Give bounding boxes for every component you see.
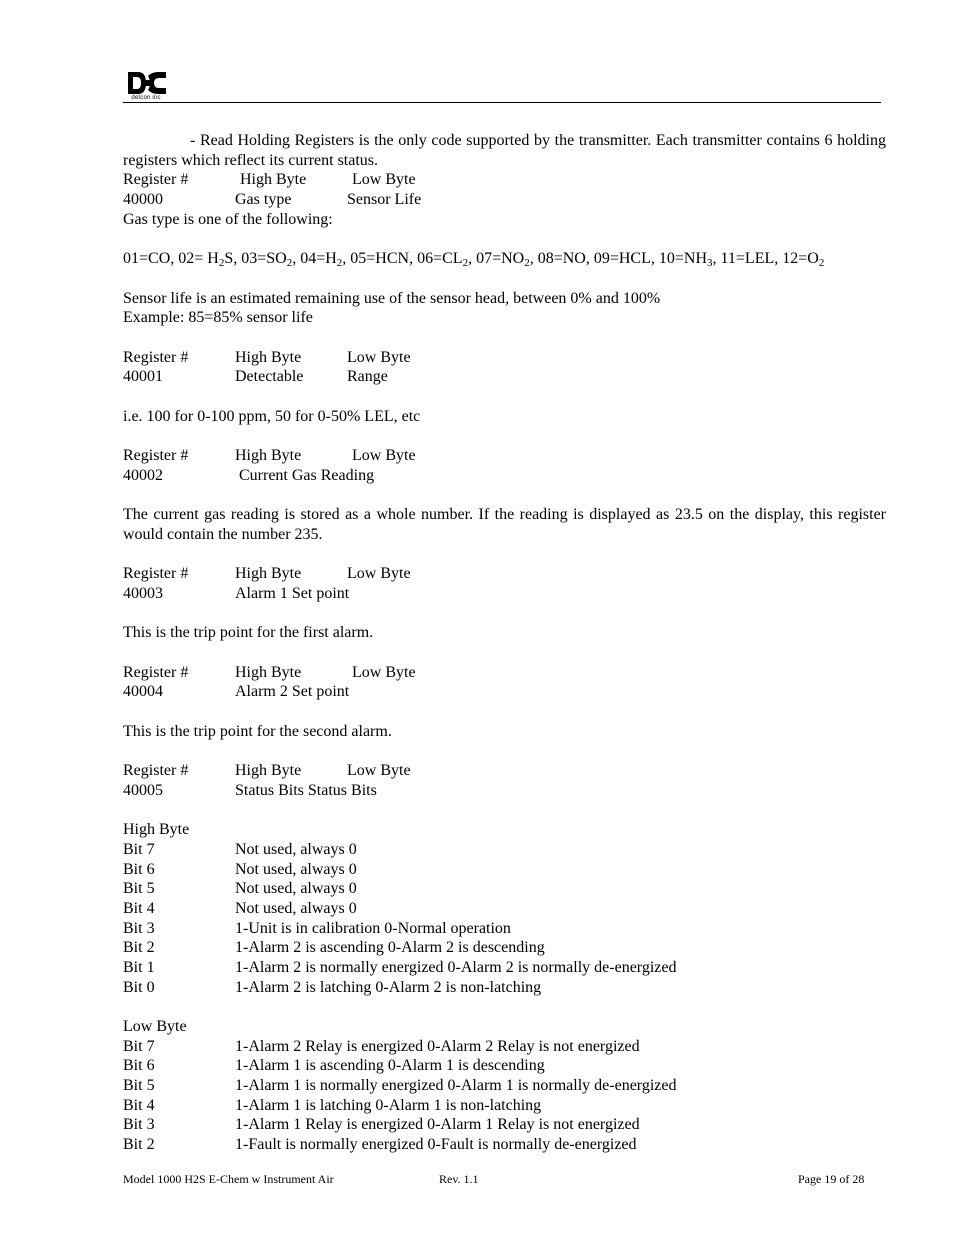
bit-number: Bit 7: [123, 840, 155, 858]
bit-row: [123, 1135, 886, 1155]
bit-row: [123, 1096, 886, 1116]
bit-row: [123, 958, 886, 978]
bit-row: [123, 1076, 886, 1096]
bit-number: Bit 4: [123, 1096, 155, 1114]
register-number: 40005: [123, 781, 163, 799]
col-low-byte: Low Byte: [352, 447, 416, 465]
logo-text: detcon inc: [131, 95, 161, 101]
register-number: 40004: [123, 683, 163, 701]
sensor-life-example: Example: 85=85% sensor life: [123, 309, 313, 327]
col-low-byte: Low Byte: [352, 171, 416, 189]
register-header-row: [123, 761, 886, 781]
low-byte-title: Low Byte: [123, 1018, 187, 1035]
bit-description: 1-Alarm 2 is latching 0-Alarm 2 is non-latching: [235, 978, 542, 996]
register-header-row: [123, 348, 886, 368]
register-high: Detectable: [235, 368, 304, 386]
col-high-byte: High Byte: [240, 171, 307, 189]
detcon-logo-icon: [124, 70, 168, 96]
bit-description: 1-Alarm 2 is ascending 0-Alarm 2 is descending: [235, 939, 545, 957]
bit-number: Bit 2: [123, 1136, 155, 1154]
bit-description: 1-Unit is in calibration 0-Normal operation: [235, 919, 511, 937]
col-low-byte: Low Byte: [347, 348, 411, 366]
register-header-row: [123, 446, 886, 466]
high-byte-title: High Byte: [123, 821, 190, 839]
register-row-40001: [123, 367, 886, 387]
bit-number: Bit 2: [123, 939, 155, 957]
register-note: This is the trip point for the first alarm.: [123, 624, 374, 642]
gas-type-intro: Gas type is one of the following:: [123, 210, 333, 228]
col-high-byte: High Byte: [235, 348, 302, 366]
register-number: 40002: [123, 466, 163, 484]
col-high-byte: High Byte: [235, 447, 302, 465]
bit-number: Bit 4: [123, 899, 155, 917]
header-rule: [123, 102, 881, 103]
high-byte-bit-list: [123, 840, 886, 998]
col-register: Register #: [123, 348, 189, 366]
col-high-byte: High Byte: [235, 663, 302, 681]
col-high-byte: High Byte: [235, 565, 302, 583]
bit-description: 1-Alarm 1 is ascending 0-Alarm 1 is descending: [235, 1057, 545, 1075]
intro-paragraph: - Read Holding Registers is the only code supported by the transmitter. Each transmitter contains 6 holding registers which reflect its current status.: [123, 132, 886, 169]
register-high: Gas type: [235, 191, 292, 209]
bit-number: Bit 0: [123, 978, 155, 996]
bit-description: Not used, always 0: [235, 840, 357, 858]
bit-number: Bit 7: [123, 1037, 155, 1055]
bit-number: Bit 6: [123, 1057, 155, 1075]
register-number: 40001: [123, 368, 163, 386]
bit-row: [123, 919, 886, 939]
col-low-byte: Low Byte: [347, 565, 411, 583]
bit-description: Not used, always 0: [235, 860, 357, 878]
register-row-40002: [123, 466, 886, 486]
register-header-row: [123, 170, 886, 190]
register-value: Alarm 1 Set point: [235, 584, 350, 602]
col-high-byte: High Byte: [235, 762, 302, 780]
bit-number: Bit 5: [123, 880, 155, 898]
col-register: Register #: [123, 762, 189, 780]
register-row-40000: [123, 190, 886, 210]
register-header-row: [123, 663, 886, 683]
footer-revision: Rev. 1.1: [439, 1172, 479, 1186]
col-register: Register #: [123, 565, 189, 583]
bit-row: [123, 879, 886, 899]
document-body: [123, 131, 886, 1155]
register-number: 40003: [123, 584, 163, 602]
register-value: Status Bits Status Bits: [235, 781, 377, 799]
bit-row: [123, 840, 886, 860]
bit-row: [123, 899, 886, 919]
bit-row: [123, 860, 886, 880]
bit-number: Bit 3: [123, 1116, 155, 1134]
low-byte-bit-list: [123, 1037, 886, 1155]
register-low: Sensor Life: [347, 191, 422, 209]
bit-description: 1-Alarm 1 is normally energized 0-Alarm 1 is normally de-energized: [235, 1077, 677, 1095]
register-row-40003: [123, 584, 886, 604]
bit-description: 1-Alarm 1 is latching 0-Alarm 1 is non-latching: [235, 1096, 542, 1114]
register-row-40004: [123, 682, 886, 702]
register-value: Alarm 2 Set point: [235, 683, 350, 701]
col-register: Register #: [123, 663, 189, 681]
register-number: 40000: [123, 191, 163, 209]
bit-row: [123, 978, 886, 998]
col-low-byte: Low Byte: [352, 663, 416, 681]
bit-row: [123, 938, 886, 958]
register-note: i.e. 100 for 0-100 ppm, 50 for 0-50% LEL, etc: [123, 407, 421, 425]
bit-description: 1-Fault is normally energized 0-Fault is normally de-energized: [235, 1136, 637, 1154]
register-note: This is the trip point for the second alarm.: [123, 722, 392, 740]
bit-description: 1-Alarm 2 Relay is energized 0-Alarm 2 Relay is not energized: [235, 1037, 640, 1055]
register-row-40005: [123, 781, 886, 801]
bit-number: Bit 5: [123, 1077, 155, 1095]
sensor-life-text: Sensor life is an estimated remaining use of the sensor head, between 0% and 100%: [123, 289, 661, 307]
register-low: Range: [347, 368, 388, 386]
bit-description: 1-Alarm 1 Relay is energized 0-Alarm 1 Relay is not energized: [235, 1116, 640, 1134]
bit-row: [123, 1115, 886, 1135]
register-note: The current gas reading is stored as a whole number. If the reading is displayed as 23.5 on the display, this register would contain the number 235.: [123, 506, 886, 543]
col-register: Register #: [123, 447, 189, 465]
gas-type-list: 01=CO, $02= H_2S$, $03=SO_2$, $04=H_2$, 05=HCN, $06=CL_2$, $07=NO_2$, 08=NO, 09=HCL, $10=NH_3$, 11=LEL, $12=O_2$: [123, 250, 825, 270]
company-logo: [124, 70, 168, 104]
footer-page-number: Page 19 of 28: [798, 1172, 865, 1186]
footer-model: Model 1000 H2S E-Chem w Instrument Air: [123, 1172, 334, 1186]
bit-number: Bit 6: [123, 860, 155, 878]
register-value: Current Gas Reading: [239, 466, 375, 484]
bit-description: Not used, always 0: [235, 899, 357, 917]
bit-number: Bit 1: [123, 958, 155, 976]
bit-row: [123, 1037, 886, 1057]
bit-row: [123, 1056, 886, 1076]
bit-number: Bit 3: [123, 919, 155, 937]
bit-description: Not used, always 0: [235, 880, 357, 898]
col-low-byte: Low Byte: [347, 762, 411, 780]
register-header-row: [123, 564, 886, 584]
bit-description: 1-Alarm 2 is normally energized 0-Alarm 2 is normally de-energized: [235, 958, 677, 976]
col-register: Register #: [123, 171, 189, 189]
